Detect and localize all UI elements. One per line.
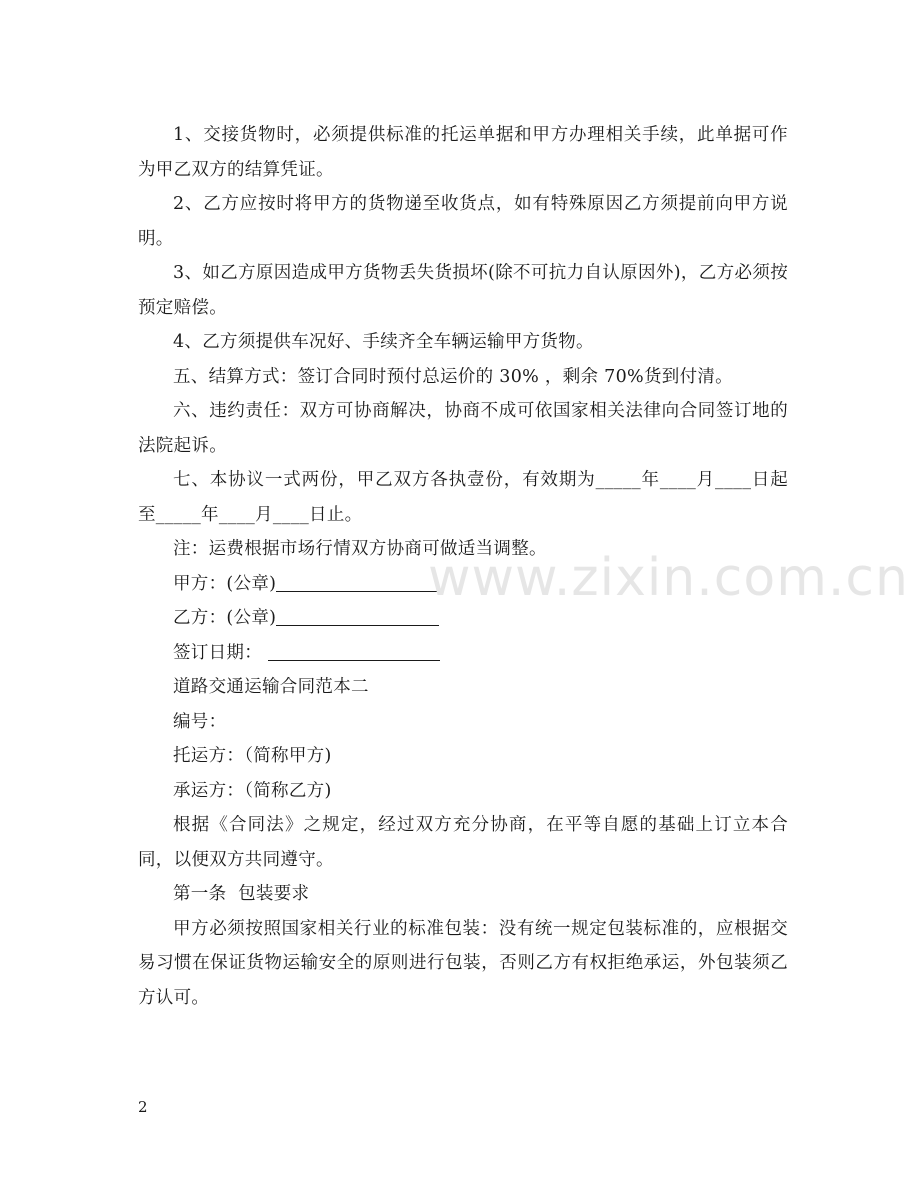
party-a-signature-line xyxy=(276,571,439,592)
settlement-clause: 五、结算方式：签订合同时预付总运价的 30% ，剩余 70%货到付清。 xyxy=(173,366,733,387)
document-body xyxy=(138,118,788,1015)
party-b-label: 乙方：(公章) xyxy=(173,608,277,628)
sign-date-label: 签订日期： xyxy=(173,642,262,663)
watermark: www.zixin.com.cn xyxy=(428,548,909,608)
clause-4: 4、乙方须提供车况好、手续齐全车辆运输甲方货物。 xyxy=(173,332,594,352)
carrier-label: 承运方：（简称乙方) xyxy=(173,780,332,801)
section-title: 道路交通运输合同范本二 xyxy=(173,677,369,697)
party-b-signature-line xyxy=(276,605,439,626)
page-number: 2 xyxy=(138,1098,148,1116)
sign-date xyxy=(138,636,788,671)
party-b-signature xyxy=(138,601,788,636)
liability-clause: 六、违约责任：双方可协商解决，协商不成可依国家相关法律向合同签订地的法院起诉。 xyxy=(138,401,788,456)
note-clause: 注：运费根据市场行情双方协商可做适当调整。 xyxy=(173,539,547,559)
clause-2: 2、乙方应按时将甲方的货物递至收货点，如有特殊原因乙方须提前向甲方说明。 xyxy=(138,194,788,249)
sign-date-line xyxy=(268,640,440,661)
party-a-label: 甲方：(公章) xyxy=(173,573,277,594)
validity-clause: 七、本协议一式两份，甲乙双方各执壹份，有效期为_____年____月____日起至_____年____月____日止。 xyxy=(138,470,788,525)
party-a-signature xyxy=(138,567,788,602)
contract-intro: 根据《合同法》之规定，经过双方充分协商，在平等自愿的基础上订立本合同，以便双方共同遵守。 xyxy=(138,815,788,870)
article-1-title: 第一条 包装要求 xyxy=(173,884,310,904)
clause-1: 1、交接货物时，必须提供标准的托运单据和甲方办理相关手续，此单据可作为甲乙双方的结算凭证。 xyxy=(138,125,788,180)
clause-3: 3、如乙方原因造成甲方货物丢失货损坏(除不可抗力自认原因外)，乙方必须按预定赔偿。 xyxy=(138,263,788,318)
shipper-label: 托运方：（简称甲方) xyxy=(173,746,332,766)
article-1-body: 甲方必须按照国家相关行业的标准包装：没有统一规定包装标准的，应根据交易习惯在保证货物运输安全的原则进行包装，否则乙方有权拒绝承运，外包装须乙方认可。 xyxy=(138,918,788,1008)
contract-number-label: 编号： xyxy=(173,711,227,732)
